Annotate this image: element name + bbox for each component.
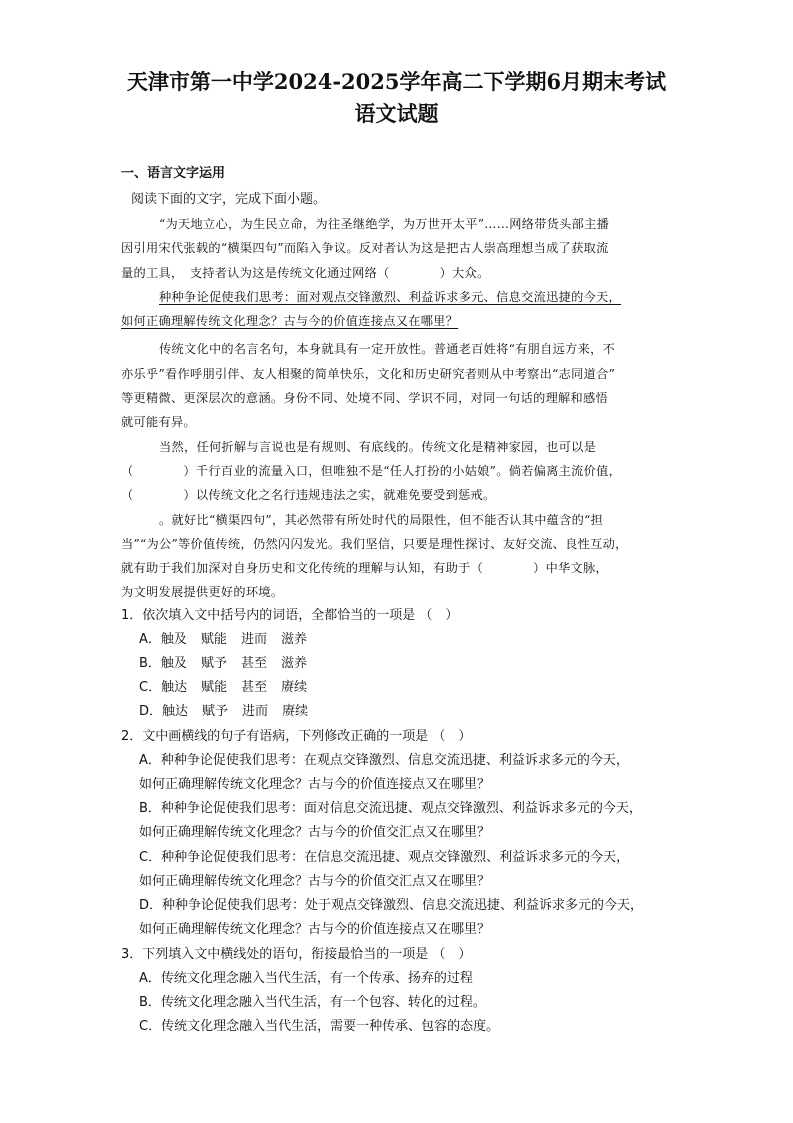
question-2-option-b-line2: 如何正确理解传统文化理念？古与今的价值交汇点又在哪里？ (139, 825, 491, 840)
underlined-sentence: 如何正确理解传统文化理念？古与今的价值连接点又在哪里？ (121, 314, 459, 329)
exam-title: 天津市第一中学2024-2025学年高二下学期6月期末考试 (126, 69, 667, 94)
question-3-option-c: C．传统文化理念融入当代生活，需要一种传承、包容的态度。 (139, 1019, 500, 1034)
option-label: B． (139, 656, 161, 671)
option-word: 触达 (161, 680, 188, 695)
question-1-option-d (139, 700, 322, 719)
passage-line: 传统文化中的名言名句，本身就具有一定开放性。普通老百姓将“有朋自远方来，不 (159, 342, 616, 357)
question-3-option-a: A．传统文化理念融入当代生活，有一个传承、扬弃的过程 (139, 971, 473, 986)
passage-line: 亦乐乎”看作呼朋引伴、友人相聚的简单快乐，文化和历史研究者则从中考察出“志同道合” (121, 366, 616, 381)
option-word: 滋养 (280, 656, 307, 671)
instructions (121, 188, 691, 211)
passage-line: （ ）以传统文化之名行违规违法之实，就难免要受到惩戒。 (121, 488, 496, 503)
option-word: 进而 (240, 632, 267, 647)
passage-line: 因引用宋代张载的“横渠四句”而陷入争议。反对者认为这是把古人崇高理想当成了获取流 (121, 241, 609, 256)
option-word: 甚至 (240, 656, 267, 671)
option-label: D． (139, 704, 163, 719)
passage-line: （ ）千行百业的流量入口，但唯独不是“任人打扮的小姑娘”。倘若偏离主流价值， (121, 463, 622, 478)
question-2-option-c-line1: C．种种争论促使我们思考：在信息交流迅捷、观点交锋激烈、利益诉求多元的今天， (139, 850, 630, 865)
question-2-option-a-line1: A．种种争论促使我们思考：在观点交锋激烈、信息交流迅捷、利益诉求多元的今天， (139, 753, 629, 768)
option-word: 赋予 (202, 704, 229, 719)
question-1-stem: 1．依次填入文中括号内的词语，全都恰当的一项是 （ ） (121, 608, 459, 623)
option-word: 进而 (242, 704, 269, 719)
exam-subtitle: 语文试题 (354, 101, 439, 126)
question-2-option-a-line2: 如何正确理解传统文化理念？古与今的价值连接点又在哪里？ (139, 777, 491, 792)
option-word: 赋能 (201, 680, 228, 695)
option-word: 甚至 (241, 680, 268, 695)
question-2-option-c-line2: 如何正确理解传统文化理念？古与今的价值交汇点又在哪里？ (139, 874, 491, 889)
option-word: 赋予 (200, 656, 227, 671)
question-1-option-a (139, 628, 321, 647)
passage-line: 量的工具， 支持者认为这是传统文化通过网络（ ）大众。 (121, 265, 490, 280)
passage-line: 就可能有异。 (121, 415, 196, 430)
option-word: 赋能 (200, 632, 227, 647)
passage-line: “为天地立心，为生民立命，为往圣继绝学，为万世开太平”……网络带货头部主播 (159, 217, 610, 231)
question-3-stem: 3．下列填入文中横线处的语句，衔接最恰当的一项是 （ ） (121, 947, 472, 962)
passage-line: 就有助于我们加深对自身历史和文化传统的理解与认知，有助于（ ）中华文脉， (121, 561, 609, 576)
option-word: 赓续 (281, 680, 308, 695)
option-word: 触及 (160, 632, 187, 647)
passage-line: 当然，任何折解与言说也是有规则、有底线的。传统文化是精神家园，也可以是 (159, 439, 597, 454)
question-1-option-c (139, 676, 321, 695)
option-label: A． (139, 632, 161, 647)
section-heading: 一、语言文字运用 (121, 166, 226, 181)
question-2-option-d-line1: D．种种争论促使我们思考：处于观点交锋激烈、信息交流迅捷、利益诉求多元的今天， (139, 898, 644, 913)
option-word: 滋养 (280, 632, 307, 647)
question-2-option-d-line2: 如何正确理解传统文化理念？古与今的价值连接点又在哪里？ (139, 922, 491, 937)
option-word: 触及 (160, 656, 187, 671)
reading-passage (121, 212, 701, 605)
passage-line: 为文明发展提供更好的环境。 (121, 585, 284, 600)
question-1-option-b (139, 652, 321, 671)
question-3-option-b: B．传统文化理念融入当代生活，有一个包容、转化的过程。 (139, 995, 486, 1010)
passage-line: 当”“为公”等价值传统，仍然闪闪发光。我们坚信，只要是理性探讨、友好交流、良性互动， (121, 536, 628, 551)
instructions-text: 阅读下面的文字，完成下面小题。 (131, 192, 327, 207)
option-word: 触达 (162, 704, 189, 719)
option-word: 赓续 (282, 704, 309, 719)
passage-line: 。就好比“横渠四句”，其必然带有所处时代的局限性，但不能否认其中蕴含的“担 (159, 512, 604, 527)
passage-line: 等更精微、更深层次的意涵。身份不同、处境不同、学识不同，对同一句话的理解和感悟 (121, 391, 609, 406)
question-2-option-b-line1: B．种种争论促使我们思考：面对信息交流迅捷、观点交锋激烈、利益诉求多元的今天， (139, 801, 642, 816)
question-2-stem: 2．文中画横线的句子有语病，下列修改正确的一项是 （ ） (121, 729, 472, 744)
underlined-sentence: 种种争论促使我们思考：面对观点交锋激烈、利益诉求多元、信息交流迅捷的今天， (159, 289, 622, 304)
option-label: C． (139, 680, 162, 695)
